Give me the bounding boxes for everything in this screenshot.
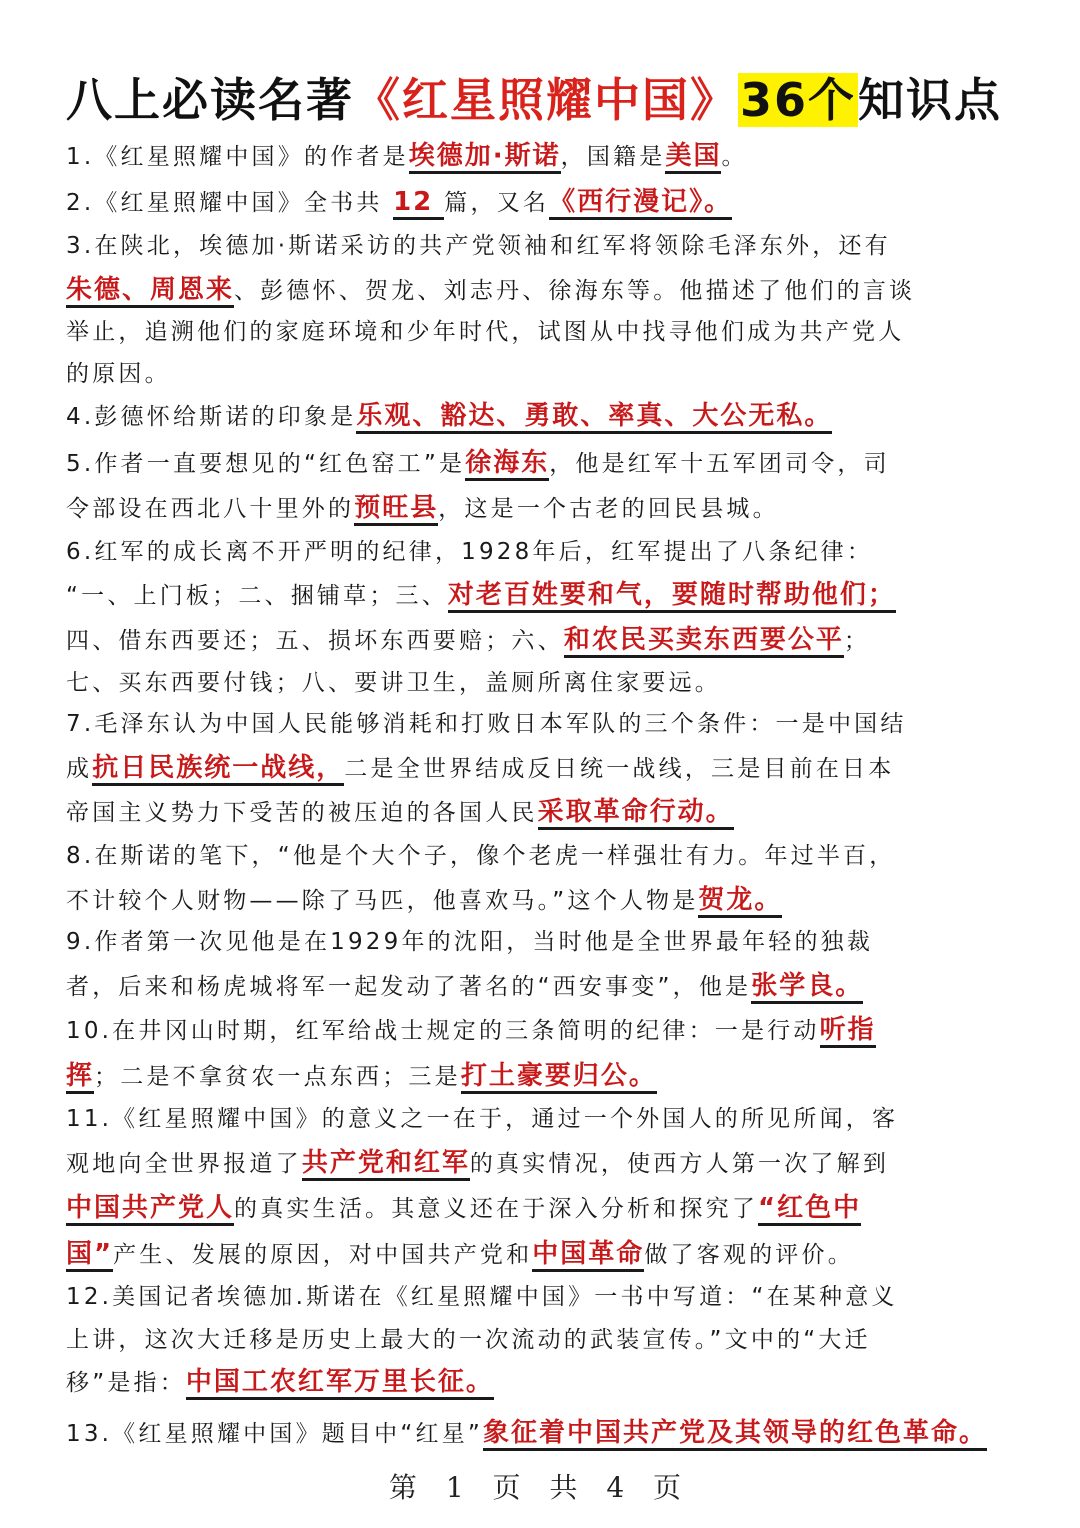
text-line (66, 312, 904, 352)
body-text: 3.在陕北，埃德加·斯诺采访的共产党领袖和红军将领除毛泽东外，还有 (66, 233, 891, 259)
body-text: 的原因。 (66, 361, 171, 387)
text-line (66, 270, 915, 310)
text-line (66, 1362, 494, 1402)
body-text: 11.《红星照耀中国》的意义之一在于，通过一个外国人的所见所闻，客 (66, 1106, 899, 1132)
text-line (66, 1099, 898, 1139)
title-suffix: 知识点 (858, 73, 1003, 127)
answer-text: “红色中 (758, 1193, 861, 1226)
answer-text: 12 (393, 187, 444, 220)
text-line (66, 1277, 898, 1317)
body-text: 1.《红星照耀中国》的作者是 (66, 144, 409, 170)
text-line (66, 136, 748, 176)
answer-text: 《西行漫记》。 (549, 187, 732, 220)
body-text: ，他是红军十五军团司令，司 (549, 451, 890, 477)
body-text: “一、上门板；二、捆铺草；三、 (66, 583, 448, 609)
title-count-highlight: 36个 (740, 73, 857, 127)
body-text: 、彭德怀、贺龙、刘志丹、徐海东等。他描述了他们的言谈 (234, 278, 916, 304)
text-line (66, 1056, 657, 1096)
body-text: 四、借东西要还；五、损坏东西要赔；六、 (66, 628, 564, 654)
answer-text: 徐海东 (465, 448, 549, 481)
text-line (66, 226, 891, 266)
text-line (66, 880, 782, 920)
body-text: 者，后来和杨虎城将军一起发动了著名的“西安事变”，他是 (66, 974, 752, 1000)
answer-text: 预旺县 (354, 493, 438, 526)
text-line (66, 704, 907, 744)
body-text: 9.作者第一次见他是在1929年的沈阳，当时他是全世界最年轻的独裁 (66, 929, 874, 955)
body-text: 6.红军的成长离不开严明的纪律，1928年后，红军提出了八条纪律： (66, 539, 874, 565)
answer-text: 中国共产党人 (66, 1193, 234, 1226)
body-text: 不计较个人财物——除了马匹，他喜欢马。”这个人物是 (66, 888, 699, 914)
body-text: 4.彭德怀给斯诺的印象是 (66, 404, 357, 430)
body-text: 帝国主义势力下受苦的被压迫的各国人民 (66, 800, 538, 826)
body-text: ；二是不拿贫农一点东西；三是 (94, 1064, 461, 1090)
text-line (66, 792, 734, 832)
text-line (66, 836, 895, 876)
answer-text: 乐观、豁达、勇敢、率真、大公无私。 (356, 401, 832, 434)
body-text: 上讲，这次大迁移是历史上最大的一次流动的武装宣传。”文中的“大迁 (66, 1327, 871, 1353)
text-line (66, 966, 863, 1006)
body-text: 的真实情况，使西方人第一次了解到 (469, 1151, 890, 1177)
answer-text: 贺龙。 (698, 885, 782, 918)
body-text: 观地向全世界报道了 (66, 1151, 302, 1177)
answer-text: 埃德加·斯诺 (409, 141, 561, 174)
title-book: 《红星照耀中国》 (354, 73, 738, 127)
text-line (66, 182, 732, 222)
answer-text: 国” (66, 1239, 113, 1272)
body-text: 13.《红星照耀中国》题目中“红星” (66, 1421, 484, 1447)
answer-text: 抗日民族统一战线， (92, 753, 344, 786)
answer-text: 采取革命行动。 (538, 797, 734, 830)
body-text: 篇，又名 (444, 190, 550, 216)
text-line (66, 488, 779, 528)
answer-text: 挥 (66, 1061, 94, 1094)
answer-text: 打土豪要归公。 (461, 1061, 657, 1094)
body-text: 二是全世界结成反日统一战线，三是目前在日本 (344, 756, 895, 782)
text-line (66, 1320, 871, 1360)
answer-text: 和农民买卖东西要公平 (564, 625, 844, 658)
text-line (66, 1143, 889, 1183)
body-text: 的真实生活。其意义还在于深入分析和探究了 (234, 1196, 759, 1222)
page-title (66, 64, 1002, 136)
title-prefix: 八上必读名著 (66, 73, 354, 127)
answer-text: 共产党和红军 (302, 1148, 470, 1181)
answer-text: 张学良。 (751, 971, 863, 1004)
text-line (66, 354, 171, 394)
answer-text: 象征着中国共产党及其领导的红色革命。 (483, 1418, 987, 1451)
body-text: ； (843, 628, 871, 654)
text-line (66, 1234, 854, 1274)
body-text: 成 (66, 756, 93, 782)
body-text: 移”是指： (66, 1370, 186, 1396)
text-line (66, 532, 873, 572)
body-text: 2.《红星照耀中国》全书共 (66, 190, 394, 216)
page-footer: 第 1 页 共 4 页 (388, 1471, 692, 1504)
body-text: 举止，追溯他们的家庭环境和少年时代，试图从中找寻他们成为共产党人 (66, 319, 905, 345)
answer-text: 听指 (820, 1015, 876, 1048)
body-text: 12.美国记者埃德加.斯诺在《红星照耀中国》一书中写道：“在某种意义 (66, 1284, 898, 1310)
text-line (66, 663, 721, 703)
body-text: 10.在井冈山时期，红军给战士规定的三条简明的纪律：一是行动 (66, 1018, 820, 1044)
text-line (66, 922, 873, 962)
text-line (66, 620, 870, 660)
body-text: 7.毛泽东认为中国人民能够消耗和打败日本军队的三个条件：一是中国结 (66, 711, 907, 737)
body-text: ，国籍是 (560, 144, 666, 170)
body-text: 。 (721, 144, 748, 170)
body-text: ，这是一个古老的回民县城。 (438, 496, 779, 522)
answer-text: 美国 (665, 141, 721, 174)
text-line (66, 1188, 861, 1228)
body-text: 5.作者一直要想见的“红色窑工”是 (66, 451, 466, 477)
answer-text: 中国革命 (532, 1239, 644, 1272)
answer-text: 对老百姓要和气，要随时帮助他们； (448, 580, 896, 613)
body-text: 8.在斯诺的笔下，“他是个大个子，像个老虎一样强壮有力。年过半百， (66, 843, 896, 869)
text-line (66, 1010, 876, 1050)
body-text: 做了客观的评价。 (644, 1242, 854, 1268)
text-line (66, 748, 894, 788)
text-line (66, 1413, 987, 1453)
body-text: 产生、发展的原因，对中国共产党和 (113, 1242, 533, 1268)
answer-text: 中国工农红军万里长征。 (186, 1367, 494, 1400)
text-line (66, 443, 890, 483)
body-text: 七、买东西要付钱；八、要讲卫生，盖厕所离住家要远。 (66, 670, 721, 696)
text-line (66, 396, 832, 436)
answer-text: 朱德、周恩来 (66, 275, 234, 308)
body-text: 令部设在西北八十里外的 (66, 496, 355, 522)
text-line (66, 575, 896, 615)
